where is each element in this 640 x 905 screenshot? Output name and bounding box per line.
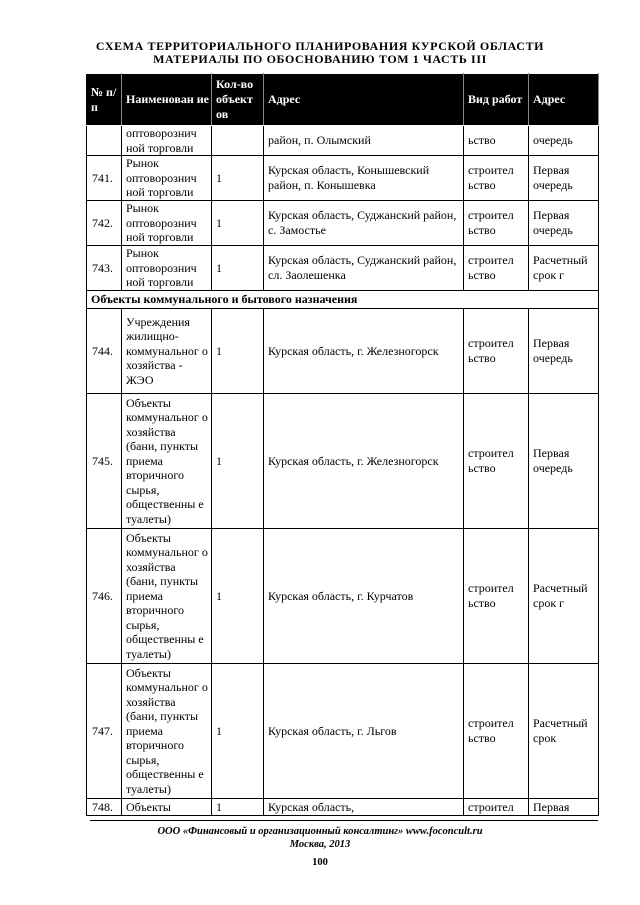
row-address: Курская область, [264,799,464,816]
row-term: Первая очередь [529,394,599,529]
row-address: Курская область, г. Железногорск [264,394,464,529]
row-work: строител ьство [464,664,529,799]
row-work: ьство [464,126,529,156]
row-work: строител ьство [464,394,529,529]
document-subtitle: МАТЕРИАЛЫ ПО ОБОСНОВАНИЮ ТОМ 1 ЧАСТЬ III [153,52,487,66]
table-row [87,309,599,394]
row-work: строител ьство [464,156,529,201]
row-address: Курская область, Суджанский район, с. Замостье [264,201,464,246]
row-name: Учреждения жилищно-коммунальног о хозяйства - ЖЭО [122,309,212,394]
col-header-address: Адрес [264,74,464,126]
row-address: Курская область, г. Курчатов [264,529,464,664]
table-header-row [87,74,599,126]
row-number: 743. [87,246,122,291]
row-term: Расчетный срок г [529,529,599,664]
row-address: Курская область, г. Железногорск [264,309,464,394]
table-row [87,246,599,291]
row-work: строител [464,799,529,816]
table-row [87,156,599,201]
row-term: Расчетный срок г [529,246,599,291]
row-name: Рынок оптоворознич ной торговли [122,246,212,291]
row-name: Рынок оптоворознич ной торговли [122,156,212,201]
row-number: 748. [87,799,122,816]
row-count [212,126,264,156]
row-address: Курская область, Суджанский район, сл. Заолешенка [264,246,464,291]
row-term: Первая [529,799,599,816]
table-row [87,126,599,156]
row-term: Первая очередь [529,156,599,201]
row-name: оптоворознич ной торговли [122,126,212,156]
row-number [87,126,122,156]
row-count: 1 [212,309,264,394]
row-number: 741. [87,156,122,201]
section-row [87,291,599,309]
row-count: 1 [212,664,264,799]
row-term: Первая очередь [529,201,599,246]
row-work: строител ьство [464,201,529,246]
row-count: 1 [212,246,264,291]
col-header-term: Адрес [529,74,599,126]
table-row [87,664,599,799]
row-name: Рынок оптоворознич ной торговли [122,201,212,246]
row-count: 1 [212,529,264,664]
table-row [87,201,599,246]
col-header-work-type: Вид работ [464,74,529,126]
row-term: Расчетный срок [529,664,599,799]
table-row [87,529,599,664]
row-work: строител ьство [464,529,529,664]
row-number: 746. [87,529,122,664]
footer-city-year: Москва, 2013 [289,839,351,850]
row-name: Объекты коммунальног о хозяйства (бани, пункты приема вторичного сырья, общественны е туалеты) [122,529,212,664]
row-number: 745. [87,394,122,529]
section-title: Объекты коммунального и бытового назначения [87,291,599,309]
row-number: 747. [87,664,122,799]
row-count: 1 [212,394,264,529]
table-row [87,799,599,816]
row-address: Курская область, Конышевский район, п. Конышевка [264,156,464,201]
row-term: Первая очередь [529,309,599,394]
row-term: очередь [529,126,599,156]
page-number: 100 [312,857,328,868]
col-header-name: Наименован ие [122,74,212,126]
row-number: 742. [87,201,122,246]
row-work: строител ьство [464,309,529,394]
row-name: Объекты коммунальног о хозяйства (бани, пункты приема вторичного сырья, общественны е туалеты) [122,664,212,799]
footer-divider [90,820,598,821]
row-name: Объекты [122,799,212,816]
row-name: Объекты коммунальног о хозяйства (бани, пункты приема вторичного сырья, общественны е туалеты) [122,394,212,529]
row-count: 1 [212,156,264,201]
col-header-number: № п/п [87,74,122,126]
row-count: 1 [212,201,264,246]
row-count: 1 [212,799,264,816]
row-work: строител ьство [464,246,529,291]
objects-table [86,73,599,816]
col-header-count: Кол-во объект ов [212,74,264,126]
footer-company: ООО «Финансовый и организационный консалтинг» www.foconcult.ru [157,826,483,837]
row-address: Курская область, г. Льгов [264,664,464,799]
document-title: СХЕМА ТЕРРИТОРИАЛЬНОГО ПЛАНИРОВАНИЯ КУРСКОЙ ОБЛАСТИ [95,39,545,53]
row-address: район, п. Олымский [264,126,464,156]
row-number: 744. [87,309,122,394]
table-row [87,394,599,529]
